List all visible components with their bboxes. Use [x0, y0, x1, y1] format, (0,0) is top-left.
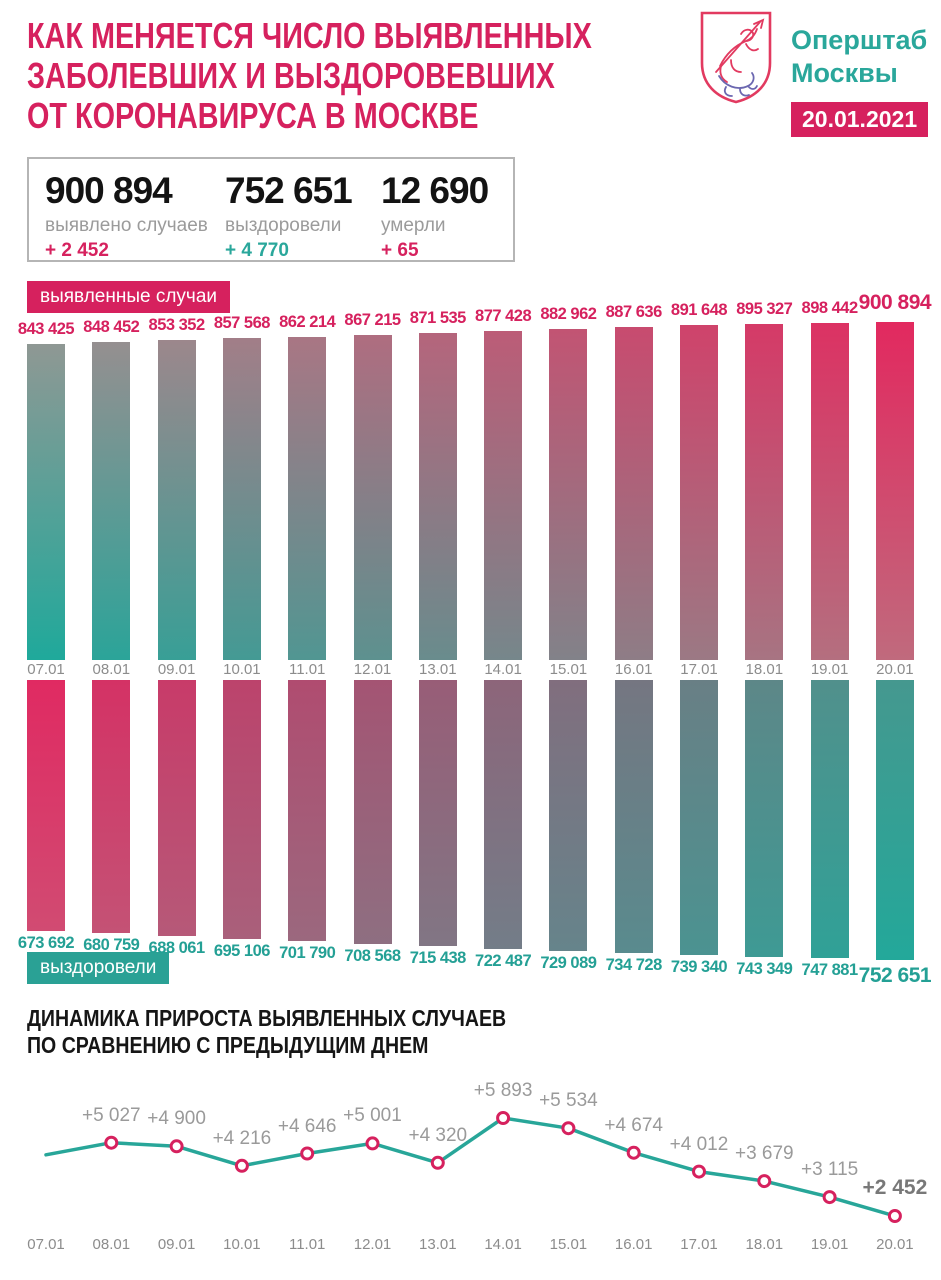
date-label: 19.01	[810, 1236, 849, 1253]
recovered-bar-value: 701 790	[279, 944, 336, 963]
line-point-value: +2 452	[862, 1176, 928, 1199]
line-point-value: +4 674	[604, 1114, 664, 1136]
date-label: 17.01	[680, 1236, 718, 1253]
cases-bar	[680, 325, 718, 660]
date-label: 15.01	[549, 661, 588, 678]
line-point-marker	[432, 1157, 443, 1168]
date-label: 11.01	[288, 1236, 326, 1253]
cases-bar-value: 867 215	[344, 310, 401, 329]
line-point-marker	[694, 1166, 705, 1177]
cases-bar	[354, 335, 392, 660]
page-title-line: ОТ КОРОНАВИРУСА В МОСКВЕ	[27, 95, 479, 136]
cases-bar	[549, 329, 587, 660]
line-chart-title-line: ПО СРАВНЕНИЮ С ПРЕДЫДУЩИМ ДНЕМ	[27, 1032, 429, 1058]
cases-bar	[223, 338, 261, 660]
stat-recovered	[225, 170, 352, 262]
recovered-bar-value: 708 568	[344, 946, 401, 965]
date-label: 08.01	[92, 661, 131, 678]
line-point-value: +5 027	[81, 1104, 141, 1126]
cases-bar-value: 895 327	[736, 300, 793, 319]
daily-increase-line-chart	[0, 1055, 941, 1240]
date-label: 09.01	[157, 1236, 196, 1253]
date-label: 09.01	[157, 661, 196, 678]
date-label: 12.01	[353, 661, 392, 678]
cases-bar-value: 891 648	[670, 301, 728, 320]
cases-bar	[484, 331, 522, 660]
recovered-bar	[811, 680, 849, 958]
date-label: 10.01	[223, 661, 261, 678]
stat-delta: + 4 770	[225, 240, 289, 261]
line-point-value: +4 646	[277, 1115, 337, 1137]
date-label: 08.01	[92, 1236, 131, 1253]
line-point-value: +4 900	[147, 1108, 206, 1130]
brand-name	[791, 24, 927, 90]
line-point-marker	[236, 1160, 247, 1171]
line-point-value: +4 216	[212, 1127, 272, 1149]
recovered-bar-value: 688 061	[148, 938, 205, 957]
recovered-bar	[680, 680, 718, 955]
cases-bar	[288, 337, 326, 660]
line-point-value: +3 115	[800, 1159, 859, 1181]
cases-bar-value: 848 452	[83, 317, 140, 336]
line-point-marker	[759, 1176, 770, 1187]
recovered-bar	[484, 680, 522, 949]
recovered-bar	[876, 680, 914, 960]
cases-bar	[92, 342, 130, 660]
date-label: 14.01	[484, 1236, 522, 1253]
cases-bar-value: 898 442	[801, 298, 858, 317]
recovered-bar	[92, 680, 130, 933]
stat-value: 900 894	[45, 170, 172, 211]
date-label: 19.01	[810, 661, 849, 678]
date-label: 12.01	[353, 1236, 392, 1253]
line-chart-title	[27, 1005, 506, 1059]
page-title-line: ЗАБОЛЕВШИХ И ВЫЗДОРОВЕВШИХ	[27, 55, 555, 96]
date-label: 13.01	[419, 661, 457, 678]
cases-bar	[158, 340, 196, 660]
date-label: 11.01	[288, 661, 326, 678]
line-point-marker	[302, 1148, 313, 1159]
date-label: 18.01	[745, 661, 784, 678]
stat-label: выздоровели	[225, 215, 342, 236]
stat-label: умерли	[381, 215, 446, 236]
brand-line: Москвы	[791, 58, 898, 88]
date-label: 16.01	[614, 1236, 653, 1253]
date-label: 13.01	[419, 1236, 457, 1253]
line-point-value: +3 679	[734, 1143, 794, 1165]
date-label: 10.01	[223, 1236, 261, 1253]
cases-bar	[27, 344, 65, 660]
cases-bar-value: 871 535	[409, 309, 466, 327]
cases-bar-value: 882 962	[540, 304, 597, 323]
recovered-bar	[354, 680, 392, 944]
cases-bar-value: 862 214	[279, 312, 336, 331]
cases-legend-badge: выявленные случаи	[27, 281, 230, 313]
recovered-legend-badge: выздоровели	[27, 952, 169, 984]
line-point-value: +4 320	[408, 1124, 468, 1146]
page-title-line: КАК МЕНЯЕТСЯ ЧИСЛО ВЫЯВЛЕННЫХ	[27, 15, 592, 56]
cases-bar-value: 877 428	[475, 306, 532, 325]
line-point-marker	[628, 1147, 639, 1158]
recovered-bar-value: 715 438	[409, 949, 466, 968]
line-point-value: +4 012	[669, 1133, 729, 1155]
date-label: 20.01	[876, 1236, 914, 1253]
recovered-bar	[288, 680, 326, 941]
date-label: 20.01	[876, 661, 914, 678]
summary-stats-box	[27, 157, 515, 262]
recovered-bar-value: 695 106	[213, 941, 270, 960]
date-label: 16.01	[614, 661, 653, 678]
recovered-bar-value: 739 340	[670, 958, 728, 977]
recovered-bar-value: 722 487	[475, 951, 532, 970]
line-point-marker	[367, 1138, 378, 1149]
line-point-value: +5 001	[343, 1105, 402, 1127]
line-point-marker	[498, 1113, 509, 1124]
cases-bar	[745, 324, 783, 660]
cases-bar	[876, 322, 914, 660]
recovered-bar-value: 752 651	[858, 964, 932, 987]
stat-label: выявлено случаев	[45, 215, 208, 236]
line-point-marker	[563, 1123, 574, 1134]
brand-line: Оперштаб	[791, 25, 928, 55]
stat-delta: + 65	[381, 240, 419, 261]
recovered-bar	[745, 680, 783, 957]
date-label: 14.01	[484, 661, 522, 678]
line-point-marker	[171, 1141, 182, 1152]
date-label: 07.01	[27, 1236, 65, 1253]
line-point-marker	[889, 1211, 900, 1222]
stat-delta: + 2 452	[45, 240, 109, 261]
date-label: 15.01	[549, 1236, 588, 1253]
line-point-value: +5 534	[539, 1090, 598, 1112]
cases-bar	[811, 323, 849, 660]
recovered-bar-value: 743 349	[736, 959, 793, 978]
recovered-bar	[223, 680, 261, 939]
stat-cases	[45, 170, 208, 262]
recovered-bar	[419, 680, 457, 946]
moscow-coat-of-arms-icon	[697, 8, 775, 108]
stat-value: 752 651	[225, 170, 352, 211]
cases-bar-value: 887 636	[605, 302, 662, 321]
stat-deaths	[381, 170, 488, 262]
cases-bar	[419, 333, 457, 660]
line-point-value: +5 893	[473, 1080, 533, 1101]
page-title	[27, 16, 592, 136]
recovered-bar-value: 673 692	[17, 933, 75, 952]
recovered-bar-value: 747 881	[801, 961, 858, 980]
recovered-bar	[27, 680, 65, 931]
recovered-bar	[549, 680, 587, 951]
cases-bar	[615, 327, 653, 660]
recovered-bar-value: 729 089	[540, 954, 597, 973]
date-label: 17.01	[680, 661, 718, 678]
cases-bar-value: 843 425	[17, 319, 75, 338]
line-chart-title-line: ДИНАМИКА ПРИРОСТА ВЫЯВЛЕННЫХ СЛУЧАЕВ	[27, 1005, 507, 1031]
date-label: 07.01	[27, 661, 65, 678]
line-point-marker	[824, 1192, 835, 1203]
cases-bar-value: 853 352	[148, 315, 205, 334]
stat-value: 12 690	[381, 170, 489, 211]
cases-bar-value: 900 894	[858, 291, 932, 314]
cases-bar-value: 857 568	[213, 314, 270, 333]
date-badge: 20.01.2021	[791, 102, 928, 137]
recovered-bar	[615, 680, 653, 953]
recovered-bar	[158, 680, 196, 936]
recovered-bar-value: 680 759	[83, 936, 140, 955]
recovered-bar-value: 734 728	[605, 956, 662, 975]
line-point-marker	[106, 1137, 117, 1148]
date-label: 18.01	[745, 1236, 784, 1253]
